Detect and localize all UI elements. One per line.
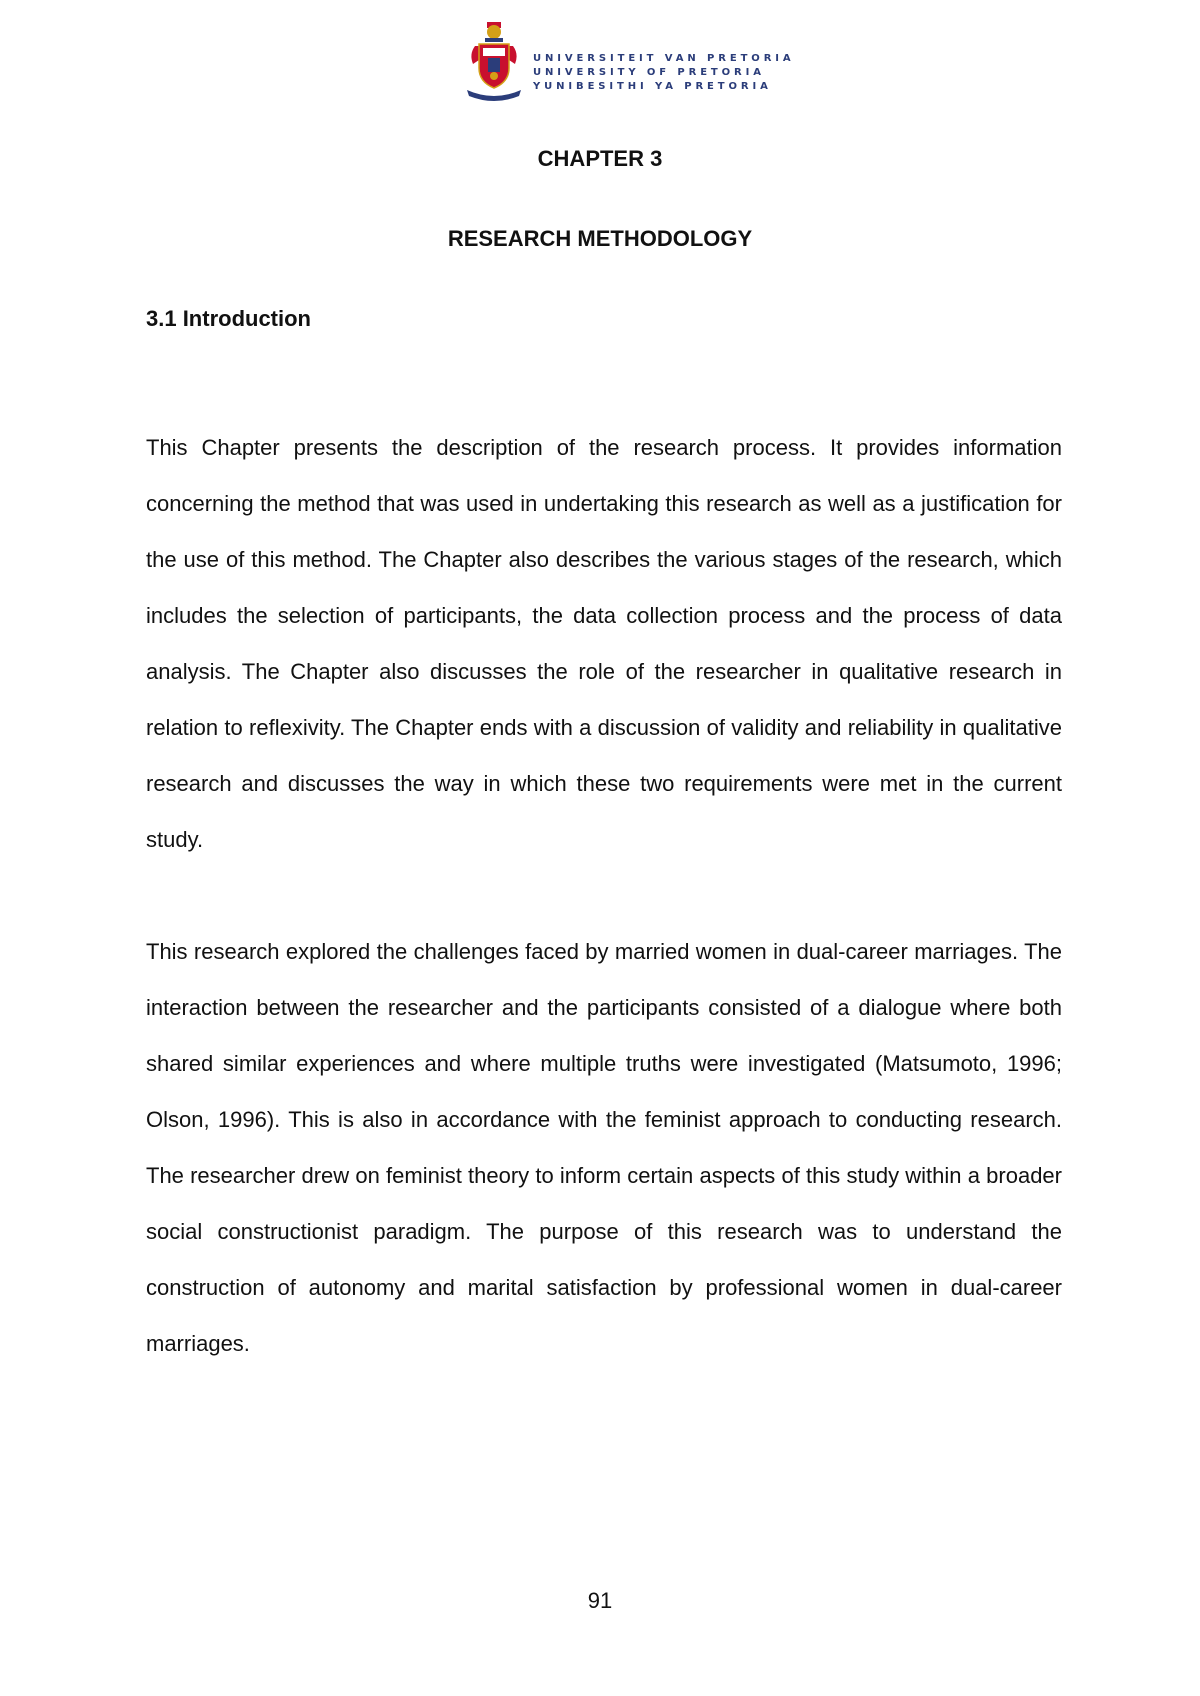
university-crest-icon [465, 20, 523, 102]
section-heading: 3.1 Introduction [146, 306, 311, 331]
chapter-title: RESEARCH METHODOLOGY [447, 226, 753, 251]
university-name-sepedi: YUNIBESITHI YA PRETORIA [533, 81, 772, 92]
body-paragraph-2: This research explored the challenges faced by married women in dual-career marriages. The interaction between the researcher and the participants consisted of a dialogue where both shared similar experiences and where multiple truths were investigated (Matsumoto, 1996; Olson, 1996). This is also in accordance with the feminist approach to conducting research. The researcher drew on feminist theory to inform certain aspects of this study within a broader social constructionist paradigm. The purpose of this research was to understand the construction of autonomy and marital satisfaction by professional women in dual-career marriages. [146, 939, 1062, 1356]
body-paragraph-1: This Chapter presents the description of the research process. It provides information concerning the method that was used in undertaking this research as well as a justification for the use of this method. The Chapter also describes the various stages of the research, which includes the selection of participants, the data collection process and the process of data analysis. The Chapter also discusses the role of the researcher in qualitative research in relation to reflexivity. The Chapter ends with a discussion of validity and reliability in qualitative research and discusses the way in which these two requirements were met in the current study. [146, 435, 1062, 852]
university-name-english: UNIVERSITY OF PRETORIA [533, 67, 765, 78]
page-number: 91 [587, 1588, 613, 1613]
university-name-afrikaans: UNIVERSITEIT VAN PRETORIA [533, 53, 795, 64]
chapter-label: CHAPTER 3 [537, 146, 663, 171]
university-names [533, 52, 795, 94]
university-header [465, 20, 795, 102]
